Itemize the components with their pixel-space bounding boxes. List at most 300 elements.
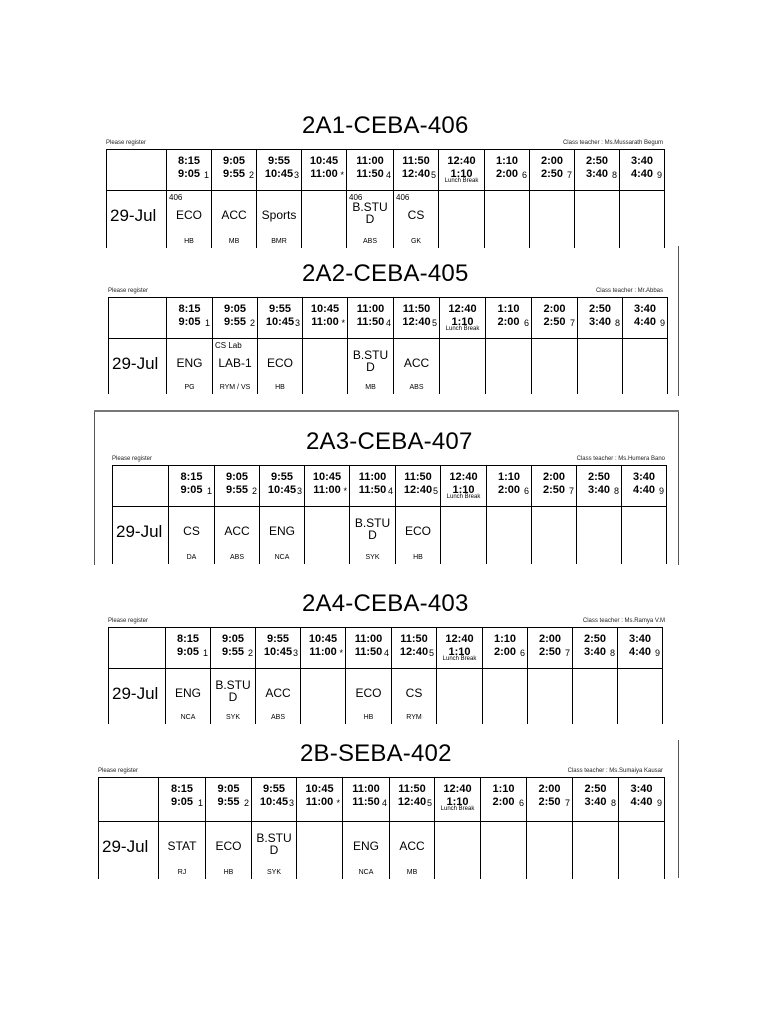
period-end-time: 2:00: [493, 646, 517, 658]
period-slot: [211, 628, 255, 668]
lesson: [206, 822, 251, 879]
lesson: [483, 669, 527, 724]
lesson-cell: [343, 822, 390, 880]
period-header: [260, 466, 305, 507]
period-end-time: 11:50: [352, 796, 380, 808]
period-number: 1: [204, 318, 210, 328]
period-start-time: 11:00: [358, 471, 387, 483]
lesson: [392, 669, 436, 724]
lesson-cell: [206, 822, 252, 880]
lesson: [305, 507, 349, 564]
period-start-time: 12:40: [448, 303, 477, 315]
lesson: [302, 191, 346, 248]
period-number: 2: [251, 486, 257, 496]
lesson-cell: [578, 339, 623, 395]
period-header: [528, 628, 573, 669]
teacher-initials: SYK: [225, 714, 240, 721]
lesson: [527, 822, 572, 879]
period-slot: [527, 778, 572, 821]
lesson-cell: [530, 191, 575, 249]
period-slot: [212, 150, 256, 190]
period-header: [256, 628, 301, 669]
period-end-time: 11:00: [305, 796, 334, 808]
period-start-time: 1:10: [493, 633, 517, 645]
period-start-time: 3:40: [630, 783, 653, 795]
period-start-time: 9:05: [225, 471, 249, 483]
timetable-title: 2A2-CEBA-405: [302, 260, 469, 287]
period-start-time: 9:55: [267, 155, 291, 167]
teacher-initials: MB: [365, 384, 376, 391]
period-end-time: 4:40: [630, 796, 653, 808]
class-teacher-label: Class teacher : Ms.Mussarath Begum: [562, 140, 663, 146]
period-start-time: 1:10: [492, 783, 515, 795]
period-slot: [620, 150, 664, 190]
scan-border-line: [678, 410, 679, 565]
lesson: [347, 191, 393, 248]
period-number: 1: [203, 170, 209, 180]
period-start-time: 11:50: [404, 471, 432, 483]
period-header: [623, 298, 668, 339]
day-label: 29-Jul: [112, 684, 159, 703]
timetable-grid: [106, 149, 665, 248]
period-slot: [252, 778, 296, 821]
period-start-time: 9:05: [223, 303, 247, 315]
period-start-time: 10:45: [308, 633, 338, 645]
lesson-cell: [252, 822, 297, 880]
period-number: 6: [519, 648, 525, 658]
period-end-time: 12:40: [403, 484, 433, 496]
lunch-break-note: Lunch Break: [442, 656, 477, 662]
period-number: *: [343, 486, 347, 496]
day-cell: [113, 507, 169, 565]
lesson-cell: [169, 507, 215, 565]
day-cell-inner: [107, 191, 166, 248]
lesson-cell: [623, 339, 668, 395]
period-header: [305, 466, 350, 507]
break-cell: [305, 507, 350, 565]
lesson: [159, 822, 205, 879]
break-cell: [302, 191, 347, 249]
period-end-time: 3:40: [588, 316, 612, 328]
period-number: 9: [659, 318, 665, 328]
period-header: [392, 628, 437, 669]
period-header: [532, 466, 577, 507]
period-number: 8: [610, 798, 616, 808]
period-slot: [573, 628, 617, 668]
period-start-time: 11:00: [356, 155, 384, 167]
period-number: 3: [293, 170, 299, 180]
subject-label: B.STU D: [256, 831, 292, 857]
period-slot: [302, 150, 346, 190]
period-header: [481, 778, 527, 822]
period-slot: [394, 150, 438, 190]
period-slot: [347, 150, 393, 190]
lesson: [440, 339, 485, 394]
period-start-time: 9:55: [266, 633, 290, 645]
period-header: [578, 298, 623, 339]
lesson: [215, 507, 259, 564]
period-end-time: 2:50: [543, 316, 566, 328]
room-label: 406: [396, 193, 410, 202]
period-end-time: 10:45: [265, 316, 295, 328]
period-number: 7: [564, 648, 570, 658]
period-slot: [440, 298, 485, 338]
header-row: [113, 466, 667, 507]
subject-label: B.STU D: [352, 348, 389, 374]
period-slot: [256, 628, 300, 668]
timetable-grid: [112, 465, 667, 564]
day-cell-inner: [109, 669, 165, 724]
period-slot: [206, 778, 251, 821]
lesson-cell: [347, 191, 394, 249]
lunch-break-note: Lunch Break: [444, 178, 479, 184]
teacher-initials: NCA: [180, 714, 196, 721]
corner-cell: [107, 150, 167, 191]
period-start-time: 12:40: [447, 155, 476, 167]
period-header: [439, 150, 485, 191]
period-slot: [437, 628, 482, 668]
period-number: 1: [202, 648, 208, 658]
period-start-time: 3:40: [632, 471, 656, 483]
lunch-break-note: Lunch Break: [446, 494, 481, 500]
period-end-time: 9:55: [222, 168, 246, 180]
lesson: [394, 191, 438, 248]
period-end-time: 11:00: [309, 646, 337, 658]
period-end-time: 9:55: [223, 316, 247, 328]
lesson-cell: [256, 669, 301, 725]
header-row: [109, 628, 663, 669]
period-slot: [350, 466, 395, 506]
period-start-time: 9:05: [217, 783, 240, 795]
period-header: [159, 778, 206, 822]
period-number: 4: [385, 170, 391, 180]
lesson-cell: [166, 669, 211, 725]
period-slot: [258, 298, 302, 338]
lesson-cell: [481, 822, 527, 880]
teacher-initials: HB: [363, 714, 374, 721]
day-cell-inner: [99, 822, 158, 879]
teacher-initials: MB: [228, 238, 240, 245]
timetable-grid: [98, 777, 665, 879]
period-header: [350, 466, 396, 507]
period-start-time: 2:00: [538, 783, 561, 795]
period-end-time: 11:00: [311, 316, 339, 328]
period-header: [573, 778, 619, 822]
period-end-time: 1:10: [451, 316, 474, 328]
period-header: [622, 466, 667, 507]
lesson-cell: [390, 822, 435, 880]
period-slot: [481, 778, 526, 821]
lesson: [578, 339, 622, 394]
lesson: [212, 191, 256, 248]
lesson-cell: [532, 339, 578, 395]
teacher-initials: NCA: [274, 554, 290, 561]
period-number: 8: [614, 318, 620, 328]
lesson: [441, 507, 486, 564]
lesson: [481, 822, 526, 879]
period-end-time: 9:05: [170, 796, 194, 808]
period-end-time: 9:05: [180, 484, 203, 496]
lesson-cell: [573, 822, 619, 880]
period-end-time: 11:00: [310, 168, 338, 180]
teacher-initials: ABS: [362, 238, 377, 245]
period-end-time: 2:00: [492, 796, 515, 808]
period-end-time: 3:40: [583, 646, 607, 658]
period-slot: [530, 150, 574, 190]
period-slot: [260, 466, 304, 506]
period-header: [348, 298, 394, 339]
period-start-time: 11:50: [400, 633, 428, 645]
subject-label: ECO: [215, 839, 242, 853]
subject-label: ECO: [266, 356, 293, 370]
period-start-time: 11:50: [402, 303, 431, 315]
timetable-title: 2B-SEBA-402: [300, 740, 452, 767]
period-start-time: 8:15: [180, 471, 203, 483]
period-header: [303, 298, 348, 339]
subject-label: ECO: [355, 686, 382, 700]
subject-label: LAB-1: [218, 356, 252, 370]
period-start-time: 9:55: [270, 471, 294, 483]
period-start-time: 2:50: [588, 303, 612, 315]
header-row: [107, 150, 665, 191]
period-start-time: 2:50: [583, 633, 607, 645]
lesson: [623, 339, 667, 394]
period-number: *: [339, 648, 343, 658]
period-slot: [485, 150, 529, 190]
lesson: [169, 507, 214, 564]
period-number: 4: [385, 318, 391, 328]
period-start-time: 12:40: [449, 471, 478, 483]
subject-label: ACC: [265, 686, 291, 700]
lesson-cell: [487, 507, 532, 565]
period-slot: [483, 628, 527, 668]
period-start-time: 10:45: [310, 303, 340, 315]
lesson-cell: [440, 339, 486, 395]
period-start-time: 11:50: [402, 155, 430, 167]
lunch-break-note: Lunch Break: [440, 806, 475, 812]
period-end-time: 11:50: [358, 484, 387, 496]
lesson-cell: [167, 339, 213, 395]
period-end-time: 11:50: [356, 168, 384, 180]
period-number: 4: [387, 486, 393, 496]
lesson-cell: [619, 822, 665, 880]
day-row: [109, 339, 668, 395]
teacher-initials: ABS: [270, 714, 285, 721]
room-label: 406: [169, 193, 183, 202]
timetable-grid: [108, 627, 663, 724]
period-number: 7: [568, 486, 574, 496]
period-number: 1: [197, 798, 203, 808]
period-header: [215, 466, 260, 507]
teacher-initials: HB: [223, 869, 234, 876]
period-number: 3: [288, 798, 294, 808]
period-number: 5: [431, 318, 437, 328]
lesson: [577, 507, 621, 564]
period-number: 9: [654, 648, 660, 658]
break-cell: [297, 822, 343, 880]
period-number: 3: [292, 648, 298, 658]
timetable-title: 2A1-CEBA-406: [302, 112, 469, 139]
period-slot: [573, 778, 618, 821]
period-number: 8: [609, 648, 615, 658]
day-row: [107, 191, 665, 249]
lesson-cell: [575, 191, 620, 249]
class-teacher-label: Class teacher : Ms.Humera Bano: [576, 456, 665, 462]
period-end-time: 9:05: [177, 168, 201, 180]
period-start-time: 8:15: [170, 783, 194, 795]
subject-label: ACC: [403, 356, 430, 370]
period-start-time: 3:40: [628, 633, 652, 645]
period-number: 6: [518, 798, 524, 808]
period-slot: [297, 778, 342, 821]
lesson-cell: [346, 669, 392, 725]
period-end-time: 2:50: [540, 168, 564, 180]
period-end-time: 3:40: [587, 484, 611, 496]
period-start-time: 2:00: [543, 303, 566, 315]
period-start-time: 11:00: [352, 783, 380, 795]
subject-label: B.STU D: [215, 678, 251, 704]
period-number: 2: [247, 648, 253, 658]
period-number: 3: [296, 486, 302, 496]
period-header: [483, 628, 528, 669]
period-slot: [305, 466, 349, 506]
period-slot: [303, 298, 347, 338]
period-header: [532, 298, 578, 339]
lunch-break-note: Lunch Break: [445, 326, 480, 332]
teacher-initials: NCA: [358, 869, 374, 876]
period-number: 9: [656, 170, 662, 180]
period-number: 5: [432, 486, 438, 496]
lesson-cell: [394, 339, 440, 395]
period-start-time: 10:45: [312, 471, 342, 483]
period-slot: [577, 466, 621, 506]
subject-label: ECO: [175, 208, 202, 222]
lesson: [528, 669, 572, 724]
corner-cell: [99, 778, 159, 822]
period-slot: [575, 150, 619, 190]
lesson: [622, 507, 666, 564]
period-slot: [435, 778, 480, 821]
lesson: [350, 507, 395, 564]
period-end-time: 11:00: [313, 484, 341, 496]
period-number: 2: [243, 798, 249, 808]
period-slot: [343, 778, 389, 821]
period-start-time: 9:55: [268, 303, 292, 315]
lesson: [390, 822, 434, 879]
period-start-time: 1:10: [495, 155, 519, 167]
lesson: [257, 191, 301, 248]
day-cell-inner: [113, 507, 168, 564]
day-row: [109, 669, 663, 725]
period-start-time: 2:00: [540, 155, 564, 167]
period-number: 9: [656, 798, 662, 808]
subject-label: Sports: [261, 208, 297, 222]
lesson: [258, 339, 302, 394]
period-end-time: 12:40: [397, 796, 427, 808]
timetable-title: 2A4-CEBA-403: [302, 590, 469, 617]
subject-label: ACC: [221, 208, 247, 222]
lesson: [211, 669, 255, 724]
please-register-note: Please register: [98, 768, 139, 774]
room-label: CS Lab: [215, 341, 242, 350]
period-slot: [619, 778, 664, 821]
subject-label: ECO: [404, 524, 431, 538]
period-slot: [167, 150, 211, 190]
period-end-time: 4:40: [630, 168, 654, 180]
lesson-cell: [618, 669, 663, 725]
lesson: [256, 669, 300, 724]
period-slot: [486, 298, 531, 338]
period-start-time: 2:50: [585, 155, 609, 167]
subject-label: CS: [407, 208, 425, 222]
lesson-cell: [577, 507, 622, 565]
period-header: [347, 150, 394, 191]
lesson: [167, 339, 212, 394]
period-number: 5: [426, 798, 432, 808]
period-slot: [528, 628, 572, 668]
day-label: 29-Jul: [110, 206, 157, 225]
subject-label: B.STU D: [352, 200, 388, 226]
period-header: [252, 778, 297, 822]
period-end-time: 1:10: [450, 168, 473, 180]
lesson: [437, 669, 482, 724]
period-end-time: 10:45: [267, 484, 297, 496]
lesson: [573, 822, 618, 879]
subject-label: B.STU D: [354, 516, 391, 542]
period-header: [619, 778, 665, 822]
teacher-initials: HB: [184, 238, 194, 245]
lesson: [485, 191, 529, 248]
teacher-initials: RJ: [177, 869, 187, 876]
period-slot: [439, 150, 484, 190]
period-header: [396, 466, 441, 507]
period-slot: [257, 150, 301, 190]
period-end-time: 11:50: [356, 316, 385, 328]
period-number: 7: [569, 318, 575, 328]
period-header: [258, 298, 303, 339]
lesson: [213, 339, 257, 394]
period-header: [211, 628, 256, 669]
scan-border-line: [94, 410, 95, 565]
please-register-note: Please register: [106, 140, 147, 146]
class-teacher-label: Class teacher : Ms.Ramya V.M: [582, 618, 665, 624]
lesson: [346, 669, 391, 724]
period-end-time: 2:50: [538, 646, 562, 658]
period-slot: [618, 628, 662, 668]
period-start-time: 3:40: [633, 303, 657, 315]
period-header: [390, 778, 435, 822]
period-end-time: 1:10: [446, 796, 469, 808]
period-slot: [159, 778, 205, 821]
corner-cell: [109, 298, 167, 339]
lesson-cell: [573, 669, 618, 725]
day-cell: [109, 669, 166, 725]
period-slot: [532, 298, 577, 338]
period-number: *: [341, 318, 345, 328]
period-number: 3: [294, 318, 300, 328]
teacher-initials: DA: [186, 554, 197, 561]
period-start-time: 2:50: [584, 783, 607, 795]
room-label: 406: [349, 193, 363, 202]
period-end-time: 1:10: [448, 646, 471, 658]
lesson-cell: [435, 822, 481, 880]
break-cell: [303, 339, 348, 395]
lesson-cell: [260, 507, 305, 565]
teacher-initials: ABS: [229, 554, 244, 561]
period-header: [437, 628, 483, 669]
period-end-time: 2:00: [495, 168, 519, 180]
period-number: 1: [206, 486, 212, 496]
